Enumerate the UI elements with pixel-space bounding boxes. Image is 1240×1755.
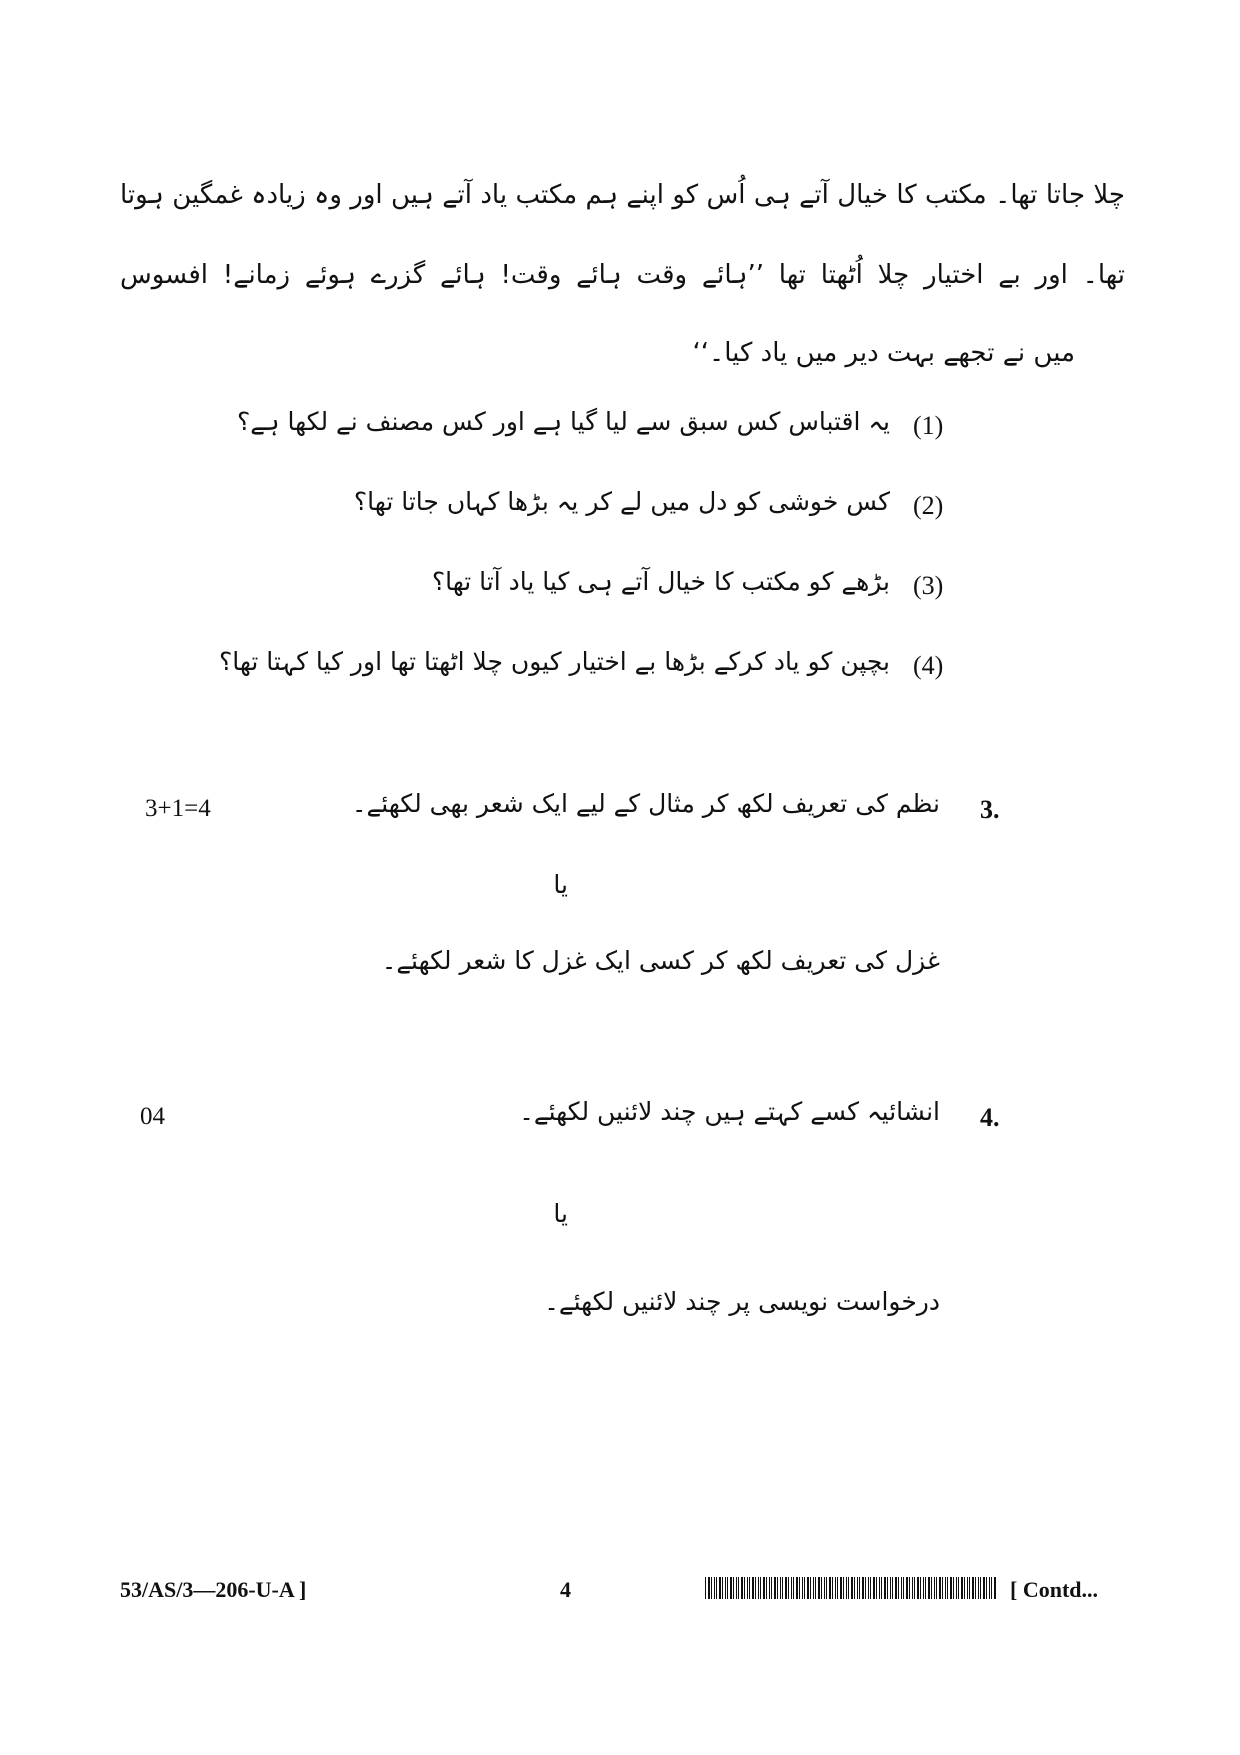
q3-or-label: یا bbox=[553, 870, 568, 899]
passage-line-1: چلا جاتا تھا۔ مکتب کا خیال آتے ہی اُس کو اپنے ہم مکتب یاد آتے ہیں اور وہ زیادہ غمگین ہوتا bbox=[120, 180, 1125, 210]
q4-alt-text: درخواست نویسی پر چند لائنیں لکھئے۔ bbox=[544, 1287, 940, 1316]
subquestion-text: یہ اقتباس کس سبق سے لیا گیا ہے اور کس مصنف نے لکھا ہے؟ bbox=[237, 407, 890, 436]
q3-alt-text: غزل کی تعریف لکھ کر کسی ایک غزل کا شعر لکھئے۔ bbox=[381, 946, 940, 975]
contd-label: [ Contd... bbox=[1010, 1577, 1099, 1602]
q3-number: 3. bbox=[980, 795, 1000, 824]
subquestion-number: (1) bbox=[913, 411, 944, 440]
barcode-icon bbox=[705, 1577, 997, 1599]
subquestion-text: بڑھے کو مکتب کا خیال آتے ہی کیا یاد آتا تھا؟ bbox=[431, 567, 890, 596]
subquestion-text: کس خوشی کو دل میں لے کر یہ بڑھا کہاں جاتا تھا؟ bbox=[353, 487, 890, 516]
passage-line-2: تھا۔ اور بے اختیار چلا اُٹھتا تھا ’’ہائے وقت ہائے وقت! ہائے گزرے ہوئے زمانے! افسوس bbox=[120, 260, 1125, 290]
page-number: 4 bbox=[560, 1577, 571, 1602]
q4-or-label: یا bbox=[553, 1199, 568, 1228]
subquestion-number: (3) bbox=[913, 571, 944, 600]
q3-text: نظم کی تعریف لکھ کر مثال کے لیے ایک شعر بھی لکھئے۔ bbox=[351, 789, 940, 818]
q3-marks: 3+1=4 bbox=[145, 795, 211, 822]
paper-code: 53/AS/3—206-U-A ] bbox=[120, 1577, 307, 1602]
passage-line-3: میں نے تجھے بہت دیر میں یاد کیا۔‘‘ bbox=[692, 338, 1075, 368]
q4-marks: 04 bbox=[140, 1103, 165, 1130]
subquestion-number: (4) bbox=[913, 651, 944, 680]
q4-number: 4. bbox=[980, 1103, 1000, 1132]
subquestion-number: (2) bbox=[913, 491, 944, 520]
subquestion-text: بچپن کو یاد کرکے بڑھا بے اختیار کیوں چلا اٹھتا تھا اور کیا کہتا تھا؟ bbox=[218, 647, 890, 676]
q4-text: انشائیہ کسے کہتے ہیں چند لائنیں لکھئے۔ bbox=[519, 1097, 940, 1126]
